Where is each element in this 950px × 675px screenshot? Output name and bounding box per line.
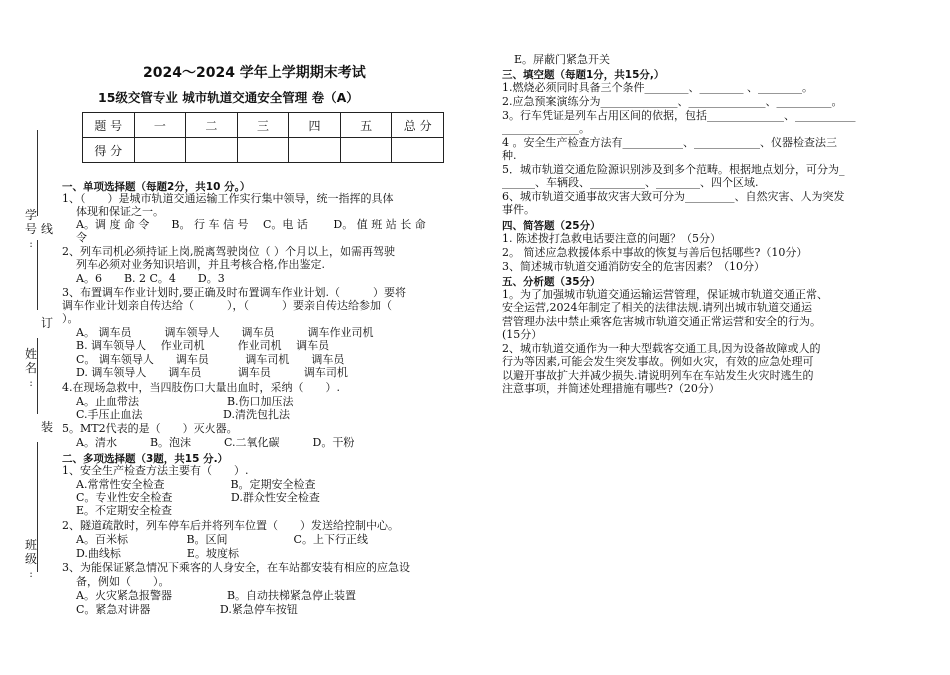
name-label: 姓名	[24, 347, 37, 375]
option-line: A。止血带法 B.伤口加压法	[76, 395, 294, 408]
section-multiple-choice: 二、多项选择题（3题，共15 分.）	[62, 453, 229, 465]
option-line: C。紧急对讲器 D.紧急停车按钮	[76, 603, 298, 616]
binding-dash-line	[37, 442, 38, 572]
question-line: 2.应急预案演练分为______________、______________、__________。	[502, 95, 843, 108]
question-line: 1、安全生产检查方法主要有（ ）.	[62, 464, 249, 477]
score-table-header-row	[83, 113, 444, 138]
question-line: 1、（ ）是城市轨道交通运输工作实行集中领导，统一指挥的具体	[62, 192, 394, 205]
question-line: 体现和保证之一。	[76, 205, 164, 218]
score-table	[82, 112, 444, 163]
score-table-header: 四	[289, 113, 341, 138]
option-line: E。不定期安全检查	[76, 504, 173, 517]
question-line: 行为等因素,可能会发生突发事故。例如火灾，有效的应急处理可	[502, 355, 814, 368]
question-line: 种.	[502, 149, 517, 162]
binding-ding-label: 订	[40, 316, 53, 330]
binding-line-label: 线	[40, 222, 53, 236]
question-line: 2、隧道疏散时，列车停车后并将列车位置（ ）发送给控制中心。	[62, 519, 399, 532]
option-line: A。6 B. 2 C。4 D。3	[76, 272, 225, 285]
option-line: A。火灾紧急报警器 B。自动扶梯紧急停止装置	[76, 589, 357, 602]
class-label: 班级	[24, 538, 37, 566]
score-table-header: 五	[340, 113, 392, 138]
option-line: A。百米标 B。区间 C。上下行正线	[76, 533, 368, 546]
option-line: A。 调车员 调车领导人 调车员 调车作业司机	[76, 326, 374, 339]
binding-dash-line	[37, 240, 38, 310]
question-line: ______、车辆段、__________、________、四个区域.	[502, 176, 759, 189]
option-line: A。调 度 命 令 B。 行 车 信 号 C。电 话 D。 值 班 站 长 命	[76, 218, 426, 231]
binding-dash-line	[37, 130, 38, 216]
question-line: 3、布置调车作业计划时,要正确及时布置调车作业计划.（ ）要将	[62, 286, 406, 299]
option-line: C。专业性安全检查 D.群众性安全检查	[76, 491, 320, 504]
question-line: 以避开事故扩大并减少损失.请说明列车在车站发生火灾时逃生的	[502, 369, 814, 382]
binding-zhuang-label: 装	[40, 420, 53, 434]
exam-title: 2024～2024 学年上学期期末考试	[143, 65, 366, 81]
question-line: 营管理办法中禁止乘客危害城市轨道交通正常运营和安全的行为。	[502, 315, 821, 328]
score-table-header: 一	[134, 113, 186, 138]
score-cell	[237, 138, 289, 163]
question-line: 3、为能保证紧急情况下乘客的人身安全，在车站都安装有相应的应急设	[62, 561, 410, 574]
question-line: (15分）	[502, 328, 543, 341]
question-line: 5。MT2代表的是（ ）灭火器。	[62, 422, 238, 435]
question-line: 2。 简述应急救援体系中事故的恢复与善后包括哪些?（10分）	[502, 246, 808, 259]
section-single-choice: 一、单项选择题（每题2分，共10 分。）	[62, 181, 251, 193]
colon-mark: :	[29, 378, 33, 389]
score-cell	[289, 138, 341, 163]
question-line: 2、列车司机必须持证上岗,脱离驾驶岗位（ ）个月以上，如需再驾驶	[62, 245, 395, 258]
score-table-score-row	[83, 138, 444, 163]
question-line: 4.在现场急救中，当四肢伤口大量出血时，采纳（ ）.	[62, 381, 340, 394]
question-line: 2、城市轨道交通作为一种大型载客交通工具,因为设备故障或人的	[502, 342, 821, 355]
colon-mark: :	[29, 239, 33, 250]
question-line: 5．城市轨道交通危险源识别涉及到多个范畴。根据地点划分，可分为_	[502, 163, 845, 176]
score-table-header: 题 号	[83, 113, 135, 138]
option-line: E。屏蔽门紧急开关	[514, 53, 611, 66]
question-line: 1. 陈述拨打急救电话要注意的问题？（5分）	[502, 232, 721, 245]
section-fill-blank: 三、填空题（每题1分，共15分,）	[502, 69, 665, 81]
score-table-header: 总 分	[392, 113, 444, 138]
score-cell	[186, 138, 238, 163]
section-short-answer: 四、简答题（25分）	[502, 220, 601, 232]
score-cell	[134, 138, 186, 163]
option-line: 令	[76, 231, 87, 244]
student-id-label: 学号	[24, 208, 37, 236]
section-analysis: 五、分析题（35分）	[502, 276, 601, 288]
question-line: 4 。安全生产检查方法有___________、____________、仪器检查法三	[502, 136, 837, 149]
option-line: C.手压止血法 D.清洗包扎法	[76, 408, 290, 421]
colon-mark: :	[29, 569, 33, 580]
score-cell	[340, 138, 392, 163]
question-line: 3、简述城市轨道交通消防安全的危害因素？（10分）	[502, 260, 765, 273]
question-line: 安全运营,2024年制定了相关的法律法规.请列出城市轨道交通运	[502, 301, 812, 314]
score-row-label: 得 分	[83, 138, 135, 163]
question-line: ）。	[62, 312, 79, 325]
binding-dash-line	[37, 338, 38, 414]
option-line: A.常常性安全检查 B。定期安全检查	[76, 478, 316, 491]
question-line: ______________。	[502, 122, 590, 135]
score-cell	[392, 138, 444, 163]
option-line: B. 调车领导人 作业司机 作业司机 调车员	[76, 339, 330, 352]
question-line: 1。为了加强城市轨道交通运输运营管理，保证城市轨道交通正常、	[502, 288, 828, 301]
option-line: C。 调车领导人 调车员 调车司机 调车员	[76, 353, 345, 366]
option-line: A。清水 B。泡沫 C.二氧化碳 D。干粉	[76, 436, 355, 449]
score-table-header: 二	[186, 113, 238, 138]
question-line: 6、城市轨道交通事故灾害大致可分为_________、自然灾害、人为突发	[502, 190, 845, 203]
question-line: 注意事项，并简述处理措施有哪些?（20分）	[502, 382, 720, 395]
question-line: 列车必须对业务知识培训，并且考核合格,作出鉴定.	[76, 258, 325, 271]
option-line: D.曲线标 E。坡度标	[76, 547, 239, 560]
question-line: 1.燃烧必须同时具备三个条件________、________ 、________。	[502, 81, 813, 94]
question-line: 备，例如（ ）。	[76, 575, 170, 588]
option-line: D. 调车领导人 调车员 调车员 调车司机	[76, 366, 348, 379]
question-line: 事件。	[502, 203, 535, 216]
exam-subtitle: 15级交管专业 城市轨道交通安全管理 卷（A）	[98, 90, 359, 105]
score-table-header: 三	[237, 113, 289, 138]
question-line: 3。行车凭证是列车占用区间的依据，包括______________、___________	[502, 109, 856, 122]
question-line: 调车作业计划亲自传达给（ ），（ ）要亲自传达给参加（	[62, 299, 392, 312]
